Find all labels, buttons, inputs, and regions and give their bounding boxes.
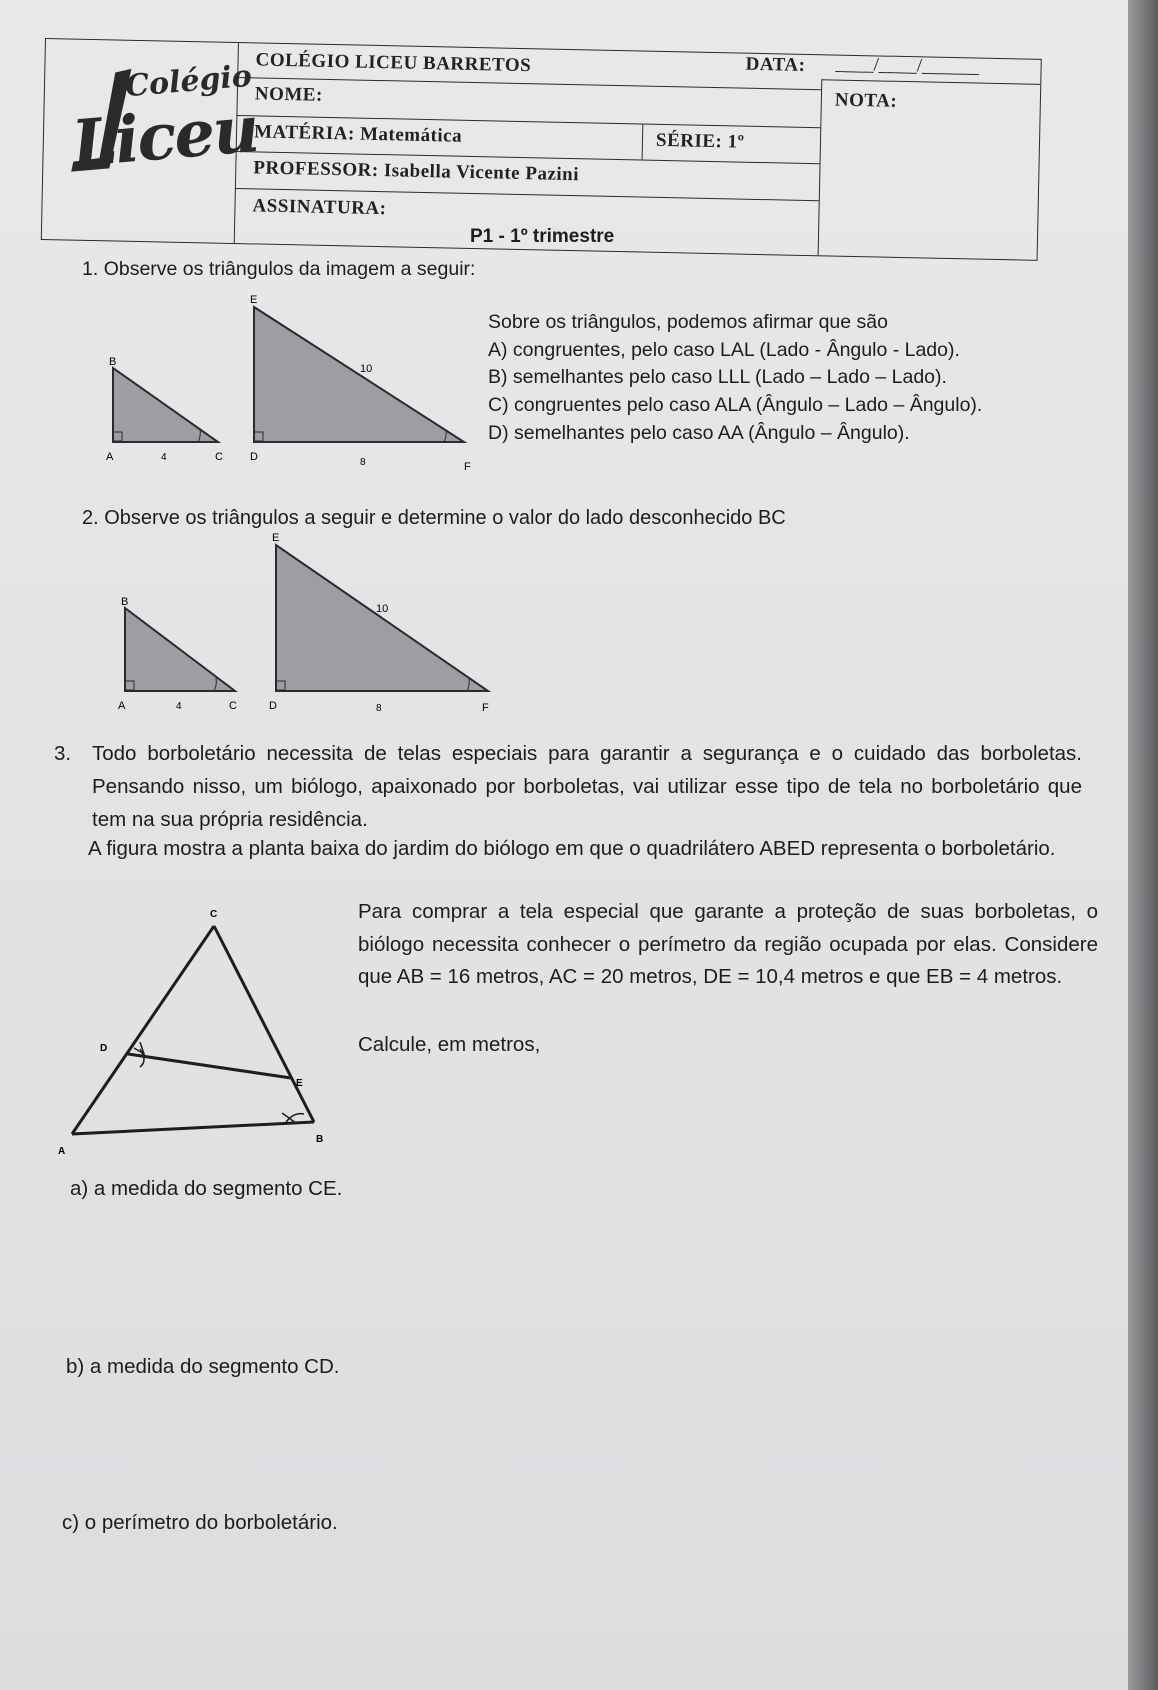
- nota-label: NOTA:: [834, 89, 898, 112]
- q2-label-a: A: [118, 700, 126, 712]
- q3-item-a: a) a medida do segmento CE.: [70, 1177, 343, 1200]
- q1-label-a: A: [106, 451, 114, 463]
- q2-label-large-base: 8: [376, 703, 382, 714]
- q2-number: 2.: [82, 507, 99, 529]
- data-label: DATA:: [745, 53, 806, 76]
- q1-option-c[interactable]: C) congruentes pelo caso ALA (Ângulo – Lado – Ângulo).: [488, 394, 983, 416]
- assinatura-label: ASSINATURA:: [252, 195, 387, 220]
- q3-figure: [58, 898, 348, 1163]
- q2-label-c: C: [229, 700, 237, 712]
- data-field[interactable]: ____/____/______: [835, 53, 980, 78]
- q3-label-e: E: [296, 1078, 303, 1089]
- background-edge: [1128, 0, 1158, 1690]
- q3-paragraph-1: Todo borboletário necessita de telas especiais para garantir a segurança e o cuidado das borboletas. Pensando nisso, um biólogo, apaixonado por borboletas, vai utilizar esse tipo de tela no borboletário que tem na sua própria residência.: [92, 742, 1082, 831]
- q3-label-c: C: [210, 909, 218, 920]
- q1-label-hyp: 10: [360, 363, 373, 375]
- nome-label: NOME:: [254, 83, 324, 106]
- q3-paragraph-2: A figura mostra a planta baixa do jardim do biólogo em que o quadrilátero ABED representa o borboletário.: [88, 837, 1056, 860]
- q3-paragraph-4: Calcule, em metros,: [358, 1033, 541, 1056]
- q2-label-f: F: [482, 702, 489, 714]
- q1-label-d: D: [250, 451, 258, 463]
- q2-prompt: Observe os triângulos a seguir e determine o valor do lado desconhecido BC: [104, 507, 786, 529]
- q1-option-a[interactable]: A) congruentes, pelo caso LAL (Lado - Ângulo - Lado).: [488, 339, 960, 361]
- q1-prompt-row: [82, 255, 475, 283]
- q2-label-small-base: 4: [176, 701, 182, 712]
- q1-small-triangle: [113, 368, 218, 442]
- q1-label-large-base: 8: [360, 457, 366, 468]
- q1-option-d[interactable]: D) semelhantes pelo caso AA (Ângulo – Ângulo).: [488, 422, 910, 444]
- q2-label-hyp: 10: [376, 603, 389, 615]
- q1-figure: [98, 290, 478, 480]
- q2-small-triangle: [125, 608, 235, 691]
- q3-label-a: A: [58, 1146, 66, 1157]
- q2-large-triangle: [276, 545, 488, 691]
- q1-number: 1.: [82, 258, 99, 280]
- q1-label-f: F: [464, 461, 471, 473]
- q2-label-b: B: [121, 596, 129, 608]
- q2-figure: [110, 528, 510, 728]
- school-name: COLÉGIO LICEU BARRETOS: [255, 49, 532, 77]
- q3-paragraph-3: Para comprar a tela especial que garante a proteção de suas borboletas, o biólogo necessita conhecer o perímetro da região ocupada por elas. Considere que AB = 16 metros, AC = 20 metros, DE = 10,4 metros e que EB = 4 metros.: [358, 900, 1098, 988]
- q3-item-b: b) a medida do segmento CD.: [66, 1355, 340, 1378]
- q1-intro: Sobre os triângulos, podemos afirmar que são: [488, 311, 888, 333]
- q1-prompt: Observe os triângulos da imagem a seguir:: [103, 258, 476, 280]
- q1-label-small-base: 4: [161, 452, 167, 463]
- q3-label-b: B: [316, 1134, 324, 1145]
- q3-number: 3.: [54, 742, 72, 765]
- serie-label: SÉRIE: 1º: [655, 129, 745, 153]
- q3-label-d: D: [100, 1043, 108, 1054]
- q1-label-b: B: [109, 356, 117, 368]
- materia-label: MATÉRIA: Matemática: [253, 121, 463, 147]
- logo-text-liceu: Liceu: [69, 91, 261, 183]
- q2-label-e: E: [272, 532, 280, 544]
- q1-option-b[interactable]: B) semelhantes pelo caso LLL (Lado – Lado – Lado).: [488, 366, 947, 388]
- school-logo: [51, 49, 261, 203]
- q3-item-c: c) o perímetro do borboletário.: [62, 1511, 338, 1534]
- q1-label-e: E: [250, 294, 258, 306]
- q1-label-c: C: [215, 451, 223, 463]
- professor-label: PROFESSOR: Isabella Vicente Pazini: [253, 157, 580, 186]
- q2-label-d: D: [269, 700, 277, 712]
- exam-title: P1 - 1º trimestre: [470, 226, 615, 247]
- logo-text-colegio: Colégio: [123, 58, 254, 105]
- q1-large-triangle: [254, 307, 464, 442]
